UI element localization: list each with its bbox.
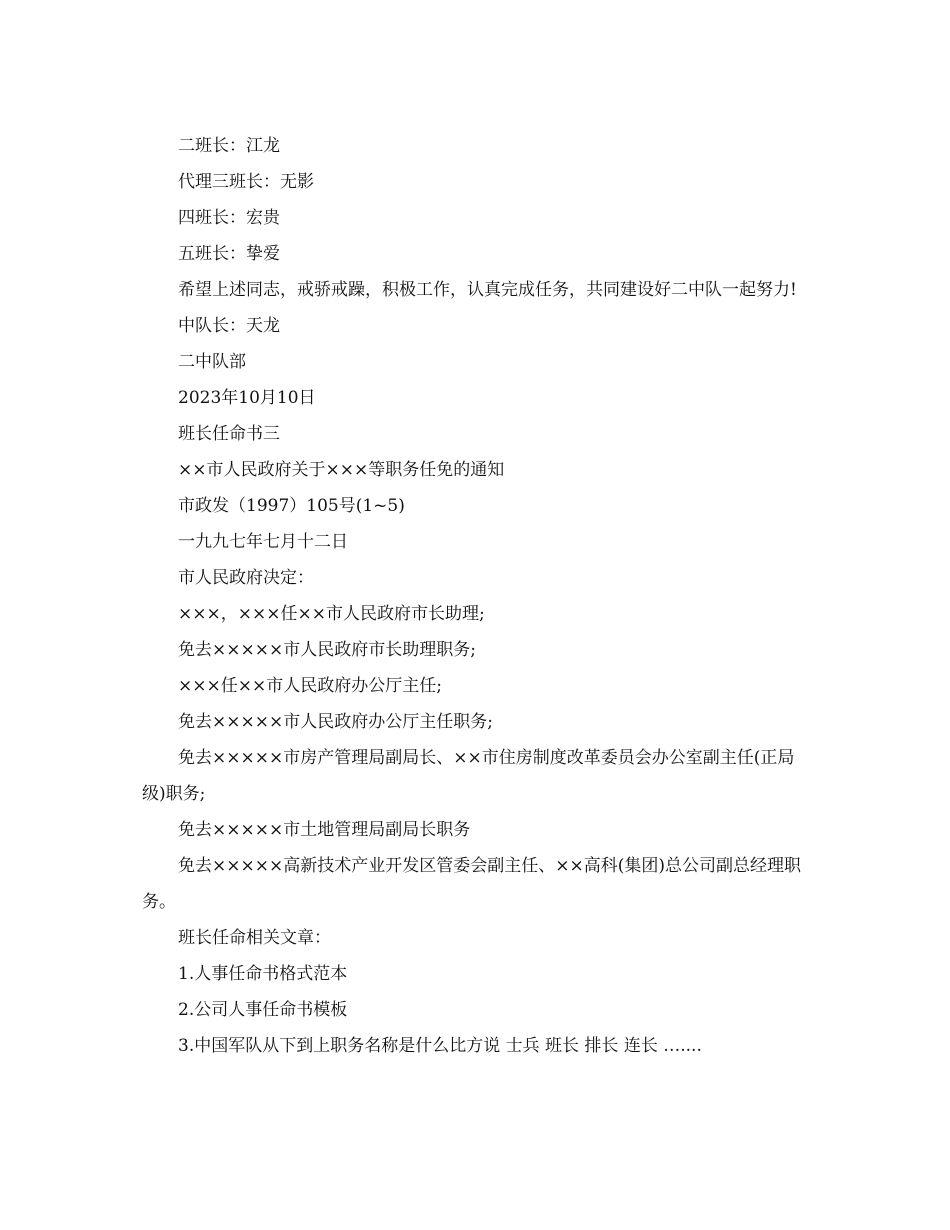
related-article-link-1[interactable]: 1.人事任命书格式范本 — [178, 964, 348, 984]
paragraph-encouragement: 希望上述同志，戒骄戒躁，积极工作，认真完成任务，共同建设好二中队一起努力! — [178, 280, 797, 300]
paragraph-removal-4: 免去×××××市土地管理局副局长职务 — [178, 820, 471, 840]
paragraph-department: 二中队部 — [178, 352, 246, 372]
paragraph-acting-squad-leader-3: 代理三班长：无影 — [178, 172, 314, 192]
paragraph-squad-leader-5: 五班长：挚爱 — [178, 244, 280, 264]
paragraph-removal-5: 免去×××××高新技术产业开发区管委会副主任、××高科(集团)总公司副总经理职务。 — [142, 856, 801, 912]
paragraph-section-title: 班长任命书三 — [178, 424, 280, 444]
related-article-link-2[interactable]: 2.公司人事任命书模板 — [178, 1000, 348, 1020]
document-body — [142, 128, 802, 1064]
paragraph-removal-1: 免去×××××市人民政府市长助理职务; — [178, 640, 476, 660]
paragraph-appointment-1: ×××，×××任××市人民政府市长助理; — [178, 604, 485, 624]
paragraph-removal-3: 免去×××××市房产管理局副局长、××市住房制度改革委员会办公室副主任(正局级)职务; — [142, 748, 795, 804]
paragraph-removal-2: 免去×××××市人民政府办公厅主任职务; — [178, 712, 493, 732]
paragraph-date: 2023年10月10日 — [178, 388, 316, 408]
paragraph-appointment-2: ×××任××市人民政府办公厅主任; — [178, 676, 442, 696]
paragraph-notice-date: 一九九七年七月十二日 — [178, 532, 348, 552]
paragraph-decision-intro: 市人民政府决定： — [178, 568, 314, 588]
paragraph-squad-leader-4: 四班长：宏贵 — [178, 208, 280, 228]
paragraph-related-articles-heading: 班长任命相关文章： — [178, 928, 331, 948]
related-article-link-3[interactable]: 3.中国军队从下到上职务名称是什么比方说 士兵 班长 排长 连长 ….... — [178, 1036, 702, 1056]
paragraph-team-leader: 中队长：天龙 — [178, 316, 280, 336]
paragraph-document-number: 市政发（1997）105号(1~5) — [178, 496, 405, 516]
paragraph-squad-leader-2: 二班长：江龙 — [178, 136, 280, 156]
paragraph-notice-title: ××市人民政府关于×××等职务任免的通知 — [178, 460, 505, 480]
